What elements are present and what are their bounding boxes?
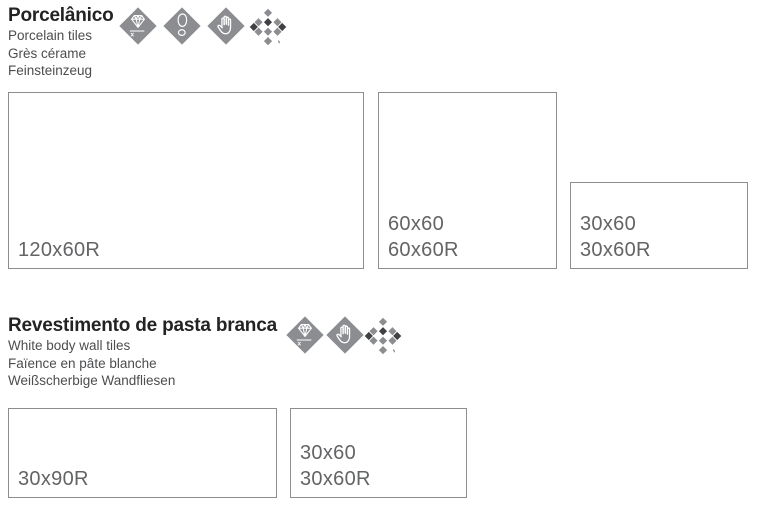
section-title-porcelanico: Porcelânico [8,5,114,26]
tile-format-30x90R [8,408,277,498]
tile-size-label: 30x60 [580,213,636,235]
section-subtitle-en: White body wall tiles [8,338,131,353]
tile-format-120x60R [8,92,364,269]
tile-size-label: 60x60 [388,213,444,235]
section-subtitle-en: Porcelain tiles [8,28,93,43]
section-subtitle-de: Feinsteinzeug [8,63,93,78]
tile-format-30x60 [570,182,748,269]
section-subtitle-de: Weißscherbige Wandfliesen [8,373,176,388]
section-subtitle-fr: Grès cérame [8,45,87,61]
tile-size-label: 30x60R [300,468,371,490]
section-header-porcelanico [8,5,114,80]
tile-size-label: 120x60R [18,239,101,261]
hand-wall-icon [206,6,246,46]
mosaic-decor-icon [362,315,404,357]
tile-size-label: 30x90R [18,468,89,490]
tile-format-30x60-wall [290,408,467,498]
section-title-pasta-branca: Revestimento de pasta branca [8,315,277,336]
section-header-pasta-branca [8,315,277,390]
tile-size-label: 60x60R [388,239,459,261]
gem-quality-icon [285,315,325,355]
mosaic-decor-icon [247,6,289,48]
section-subtitle-fr: Faïence en pâte blanche [8,355,157,371]
hand-wall-icon [325,315,365,355]
tile-size-label: 30x60 [300,442,356,464]
tile-format-60x60 [378,92,557,269]
tile-size-label: 30x60R [580,239,651,261]
footprint-floor-icon [162,6,202,46]
gem-quality-icon [118,6,158,46]
